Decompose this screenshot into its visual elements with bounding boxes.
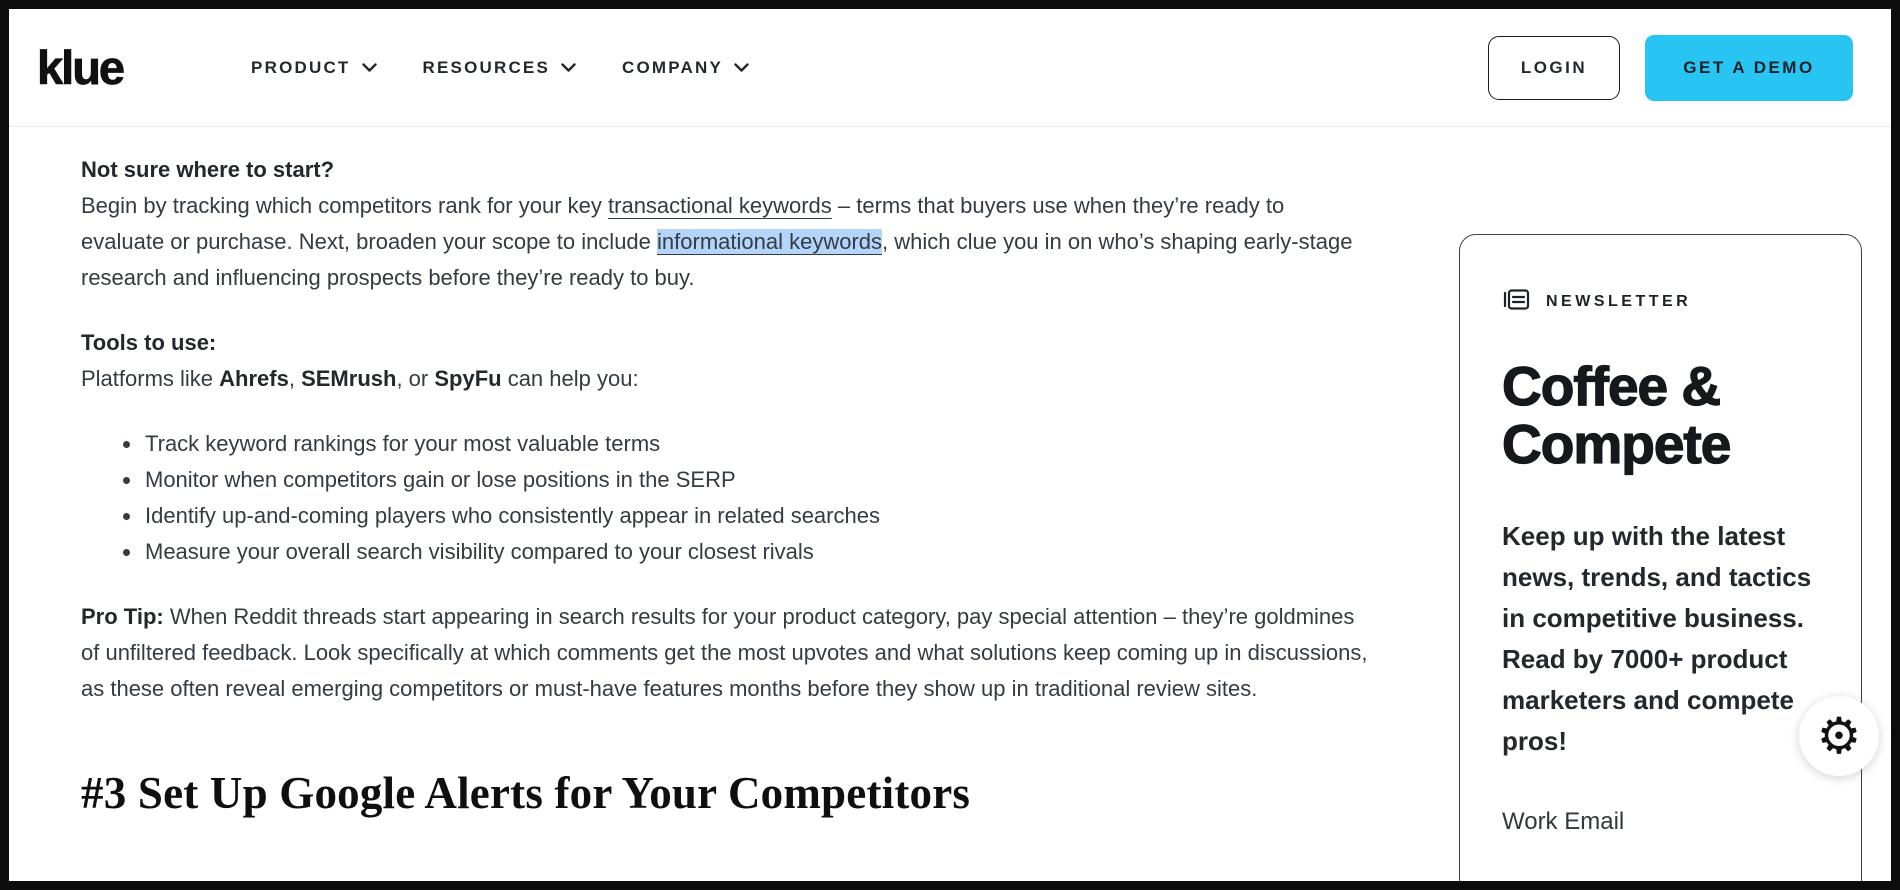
site-header (9, 9, 1891, 127)
platforms-text-1: Platforms like (81, 366, 220, 391)
platforms-text-2: can help you: (501, 366, 639, 391)
newsletter-card (1459, 234, 1862, 890)
pro-tip-label: Pro Tip: (81, 604, 164, 629)
nav-item-company[interactable] (622, 58, 749, 78)
platform-ahrefs: Ahrefs (219, 366, 289, 391)
pro-tip-text: When Reddit threads start appearing in search results for your product category, pay special attention – they’re goldmines of unfiltered feedback. Look specifically at which comments get the most upvotes and what solutions keep coming up in discussions, as these often reveal emerging competitors or must-have features months before they show up in traditional review sites. (81, 604, 1368, 701)
intro-paragraph (81, 152, 1371, 296)
nav-item-product[interactable] (251, 58, 376, 78)
get-a-demo-button[interactable]: GET A DEMO (1645, 35, 1853, 101)
work-email-label: Work Email (1502, 807, 1625, 835)
newspaper-icon (1502, 287, 1531, 317)
klue-logo[interactable]: klue (37, 41, 124, 94)
gear-icon: ⚙ (1816, 707, 1862, 765)
section-heading-google-alerts: #3 Set Up Google Alerts for Your Competitors (81, 768, 971, 818)
login-button[interactable]: LOGIN (1488, 36, 1620, 100)
nav-company-label: COMPANY (622, 57, 724, 77)
newsletter-title: Coffee & Compete (1502, 355, 1731, 476)
platforms-sep-1: , (288, 366, 302, 391)
list-item: • Track keyword rankings for your most valuable terms (143, 426, 1371, 462)
article-content (81, 152, 1371, 819)
capability-list (81, 426, 1371, 570)
header-actions (1488, 35, 1853, 101)
informational-keywords-link[interactable]: informational keywords (657, 229, 883, 254)
tools-heading: Tools to use: (81, 330, 217, 355)
newsletter-description: Keep up with the latest news, trends, and tactics in competitive business. Read by 7000+ product marketers and compete pros! (1502, 520, 1812, 756)
intro-text-3: , which clue you in on who’s shaping early-stage research and influencing prospects before they’re ready to buy. (81, 229, 1353, 290)
settings-gear-button[interactable] (1799, 696, 1879, 776)
chevron-down-icon (561, 58, 576, 78)
tools-paragraph (81, 325, 1371, 397)
newsletter-label: NEWSLETTER (1546, 293, 1692, 310)
platforms-sep-2: , or (396, 366, 435, 391)
list-item: • Measure your overall search visibility compared to your closest rivals (143, 534, 1371, 570)
chevron-down-icon (362, 58, 377, 78)
list-item: • Identify up-and-coming players who consistently appear in related searches (143, 498, 1371, 534)
transactional-keywords-link[interactable]: transactional keywords (608, 193, 832, 218)
platform-spyfu: SpyFu (434, 366, 502, 391)
list-item: • Monitor when competitors gain or lose positions in the SERP (143, 462, 1371, 498)
main-nav (251, 58, 749, 78)
platform-semrush: SEMrush (301, 366, 397, 391)
intro-text-1: Begin by tracking which competitors rank for your key (81, 193, 609, 218)
intro-text-2: – terms that buyers use when they’re ready to evaluate or purchase. Next, broaden your scope to include (81, 193, 1285, 254)
intro-heading: Not sure where to start? (81, 157, 335, 182)
chevron-down-icon (734, 58, 749, 78)
pro-tip-paragraph (81, 599, 1371, 707)
nav-resources-label: RESOURCES (422, 57, 551, 77)
newsletter-label-row (1502, 287, 1823, 317)
nav-product-label: PRODUCT (251, 57, 351, 77)
nav-item-resources[interactable] (423, 58, 577, 78)
